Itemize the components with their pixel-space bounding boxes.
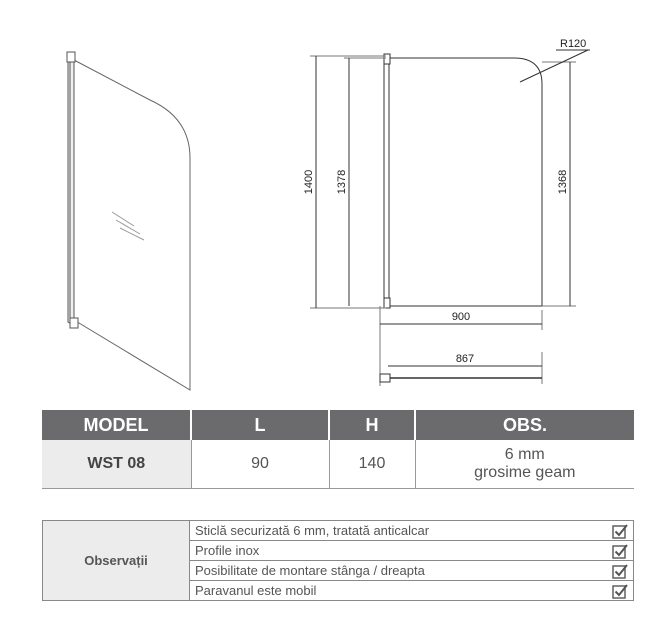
- observations-label: Observații: [43, 521, 190, 601]
- obs-cell: [415, 440, 634, 489]
- header-height: H: [329, 410, 415, 440]
- dim-1378: 1378: [336, 169, 348, 195]
- checkbox-checked-icon: [607, 561, 634, 581]
- checkbox-checked-icon: [607, 581, 634, 601]
- feature-text: Profile inox: [190, 541, 608, 561]
- height-cell: 140: [329, 440, 415, 489]
- header-model: MODEL: [42, 410, 191, 440]
- dim-867: 867: [455, 353, 475, 365]
- spec-header-row: [42, 410, 634, 440]
- front-elevation: [310, 50, 590, 386]
- header-obs: OBS.: [415, 410, 634, 440]
- model-cell: WST 08: [42, 440, 191, 489]
- list-item: [43, 521, 634, 541]
- dim-1368: 1368: [557, 169, 569, 195]
- perspective-view: [67, 52, 190, 390]
- dim-r120: R120: [560, 38, 587, 50]
- observations-table: [42, 520, 634, 601]
- dim-1400: 1400: [303, 169, 315, 195]
- obs-line-2: grosime geam: [474, 464, 576, 481]
- obs-line-1: 6 mm: [504, 446, 545, 463]
- spec-table: [42, 410, 634, 489]
- dim-900: 900: [451, 311, 471, 323]
- checkbox-checked-icon: [607, 541, 634, 561]
- checkbox-checked-icon: [607, 521, 634, 541]
- feature-text: Sticlă securizată 6 mm, tratată anticalcar: [190, 521, 608, 541]
- header-length: L: [191, 410, 329, 440]
- length-cell: 90: [191, 440, 329, 489]
- feature-text: Paravanul este mobil: [190, 581, 608, 601]
- table-row: [42, 440, 634, 489]
- feature-text: Posibilitate de montare stânga / dreapta: [190, 561, 608, 581]
